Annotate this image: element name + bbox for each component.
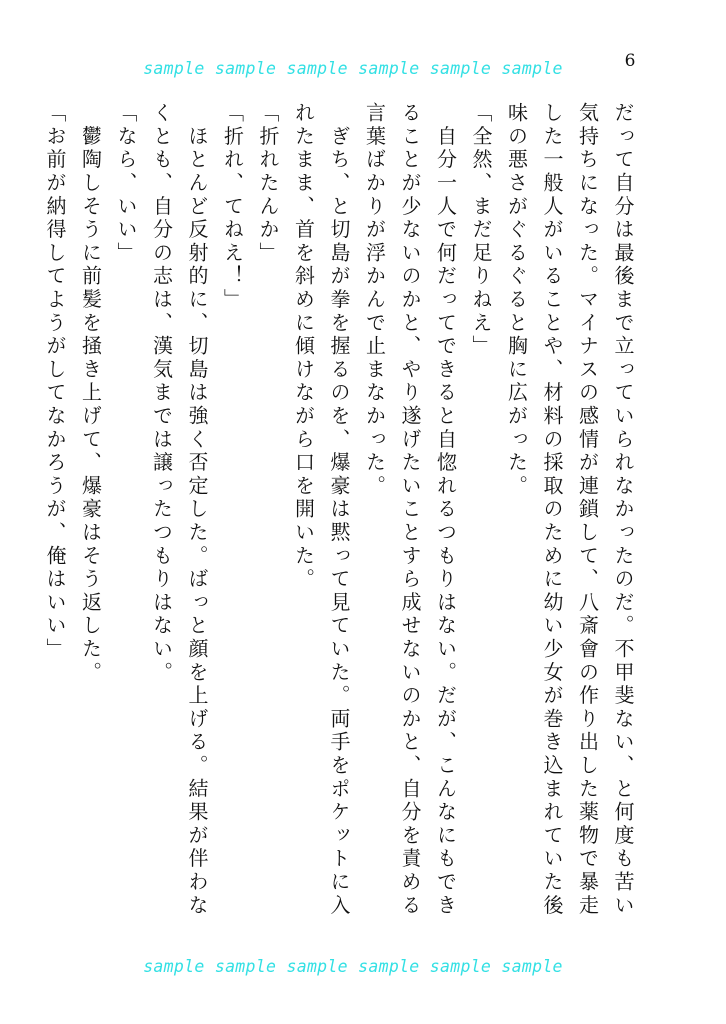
dialogue-line: 「なら、いい」 [114,102,138,266]
paragraph: 鬱陶しそうに前髪を掻き上げて、爆豪はそう返した。 [78,102,103,685]
paragraph: だって自分は最後まで立っていられなかったのだ。不甲斐ない、と何度も苦い気持ちになった。マイナスの感情が連鎖して、八斎會の作り出した薬物で暴走した一般人がいることや、材料の採取のために幼い少女が巻き込まれていた後味の悪さがぐるぐると胸に広がった。 [504,102,635,918]
sample-watermark-bottom: sample sample sample sample sample sample [143,957,563,976]
sample-watermark-top: sample sample sample sample sample sample [143,59,563,78]
paragraph: 自分一人で何だってできると自惚れるつもりはない。だが、こんなにもできることが少ないのかと、やり遂げたいことすら成せないのかと、自分を責める言葉ばかりが浮かんで止まなかった。 [362,102,458,918]
paragraph: ぎち、と切島が拳を握るのを、爆豪は黙って見ていた。両手をポケットに入れたまま、首を斜めに傾けながら口を開いた。 [291,102,351,918]
dialogue-line: 「折れ、てねえ！」 [220,102,245,312]
dialogue-line: 「全然、まだ足りねえ」 [469,102,493,359]
paragraph: ほとんど反射的に、切島は強く否定した。ばっと顔を上げる。結果が伴わなくとも、自分の志は、漢気までは譲ったつもりはない。 [149,102,209,918]
dialogue-line: 「折れたんか」 [256,102,280,266]
vertical-text-body [43,102,640,932]
dialogue-line: 「お前が納得してようがしてなかろうが、俺はいい」 [43,102,67,662]
page-number: 6 [624,51,636,71]
